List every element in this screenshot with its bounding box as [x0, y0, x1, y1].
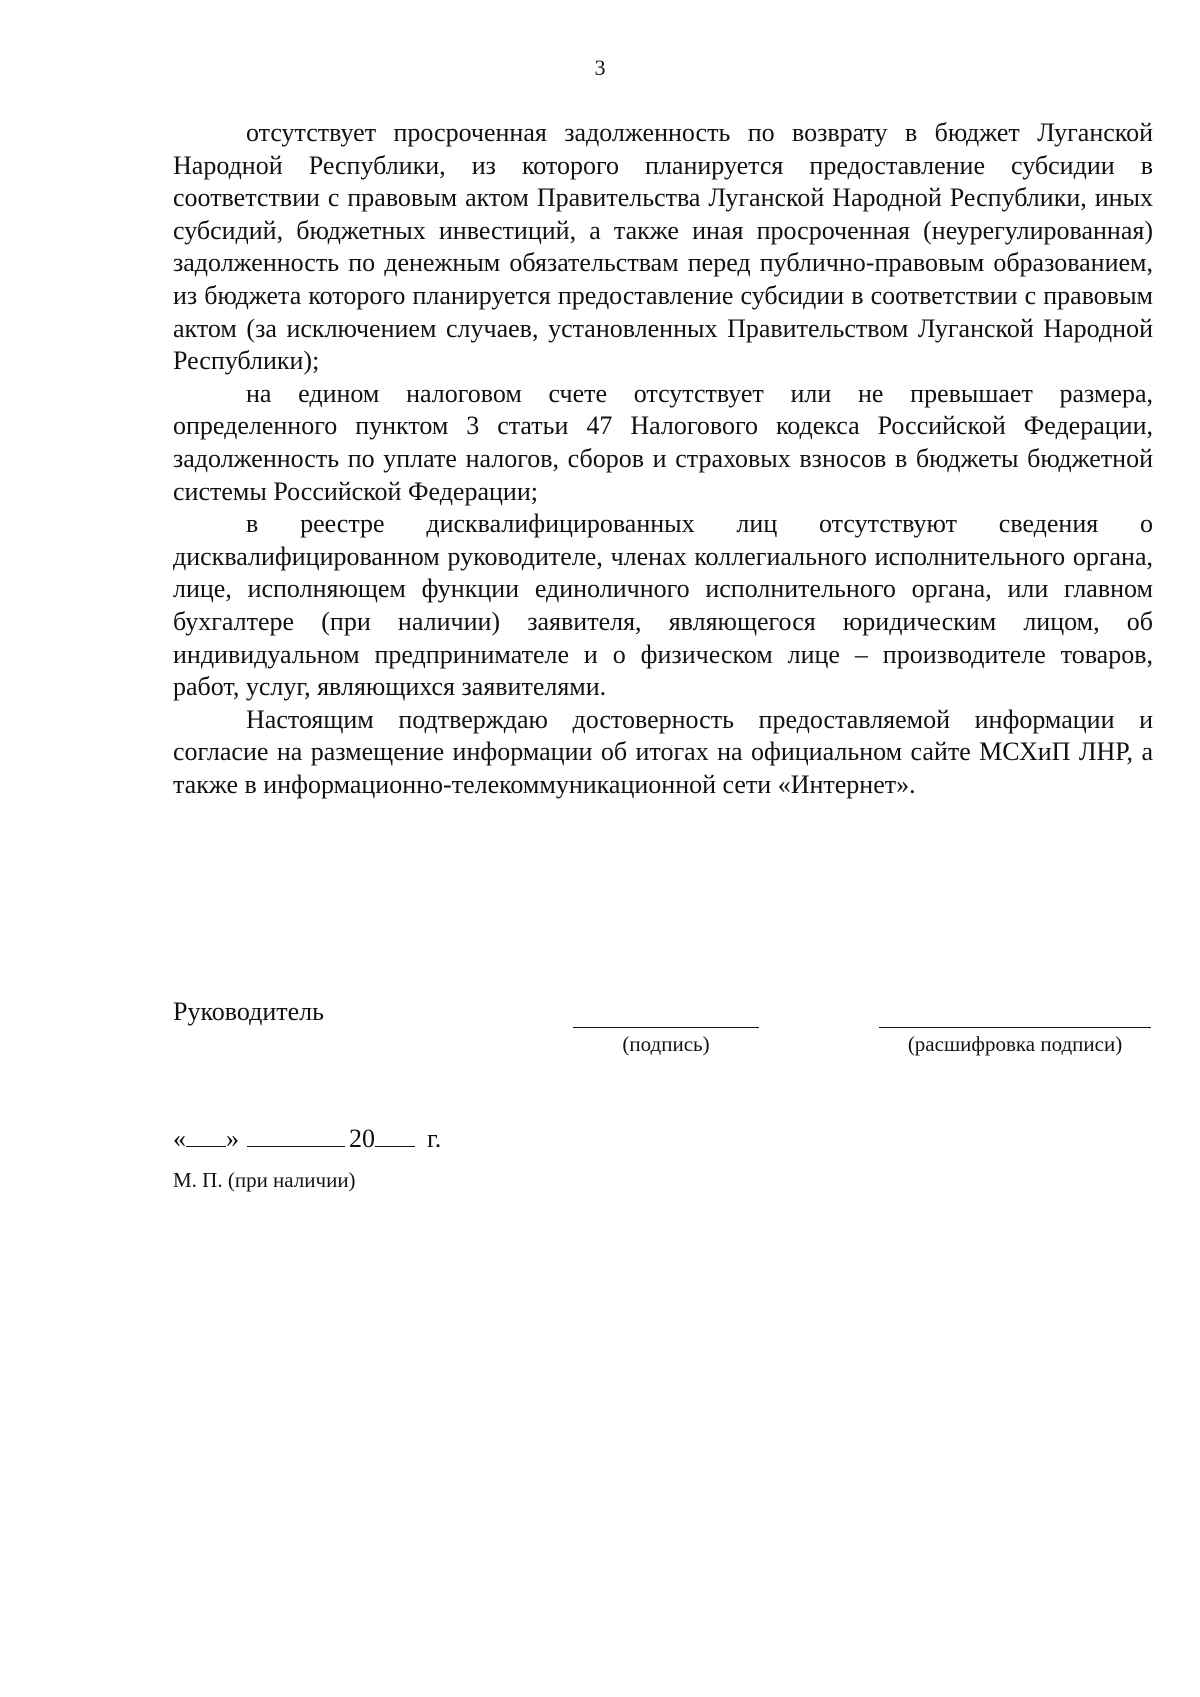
date-close-quote: »: [226, 1124, 239, 1153]
paragraph-confirmation: Настоящим подтверждаю достоверность предоставляемой информации и согласие на размещение информации об итогах на официальном сайте МСХиП ЛНР, а также в информационно-телекоммуникационной сети «Интернет».: [173, 704, 1153, 799]
page-number: 3: [594, 55, 606, 80]
signature-decoding-line: [879, 1027, 1151, 1028]
date-line: [173, 1123, 441, 1155]
paragraph-disqualified-registry: в реестре дисквалифицированных лиц отсутствуют сведения о дисквалифицированном руководителе, членах коллегиального исполнительного органа, лице, исполняющем функции единоличного исполнительного органа, или главном бухгалтере (при наличии) заявителя, являющегося юридическим лицом, об индивидуальном предпринимателе и о физическом лице – производителе товаров, работ, услуг, являющихся заявителями.: [173, 509, 1153, 702]
date-day-blank: [186, 1124, 226, 1147]
date-year-suffix: г.: [427, 1124, 442, 1153]
date-open-quote: «: [173, 1124, 186, 1153]
signatory-label: Руководитель: [173, 997, 324, 1026]
signature-line: [573, 1027, 759, 1028]
paragraph-no-overdue-debt: отсутствует просроченная задолженность по возврату в бюджет Луганской Народной Республики, из которого планируется предоставление субсидии в соответствии с правовым актом Правительства Луганской Народной Республики, иных субсидий, бюджетных инвестиций, а также иная просроченная (неурегулированная) задолженность по денежным обязательствам перед публично-правовым образованием, из бюджета которого планируется предоставление субсидии в соответствии с правовым актом (за исключением случаев, установленных Правительством Луганской Народной Республики);: [173, 118, 1153, 376]
seal-note: М. П. (при наличии): [173, 1168, 356, 1192]
signature-decoding-caption: (расшифровка подписи): [907, 1032, 1123, 1056]
date-year-blank: [375, 1124, 415, 1147]
paragraph-tax-account: на едином налоговом счете отсутствует или не превышает размера, определенного пунктом 3 статьи 47 Налогового кодекса Российской Федерации, задолженность по уплате налогов, сборов и страховых взносов в бюджеты бюджетной системы Российской Федерации;: [173, 378, 1153, 506]
date-month-blank: [247, 1124, 345, 1147]
signature-caption: (подпись): [622, 1032, 710, 1056]
date-year-prefix: 20: [349, 1124, 375, 1153]
document-body: [173, 117, 1153, 801]
